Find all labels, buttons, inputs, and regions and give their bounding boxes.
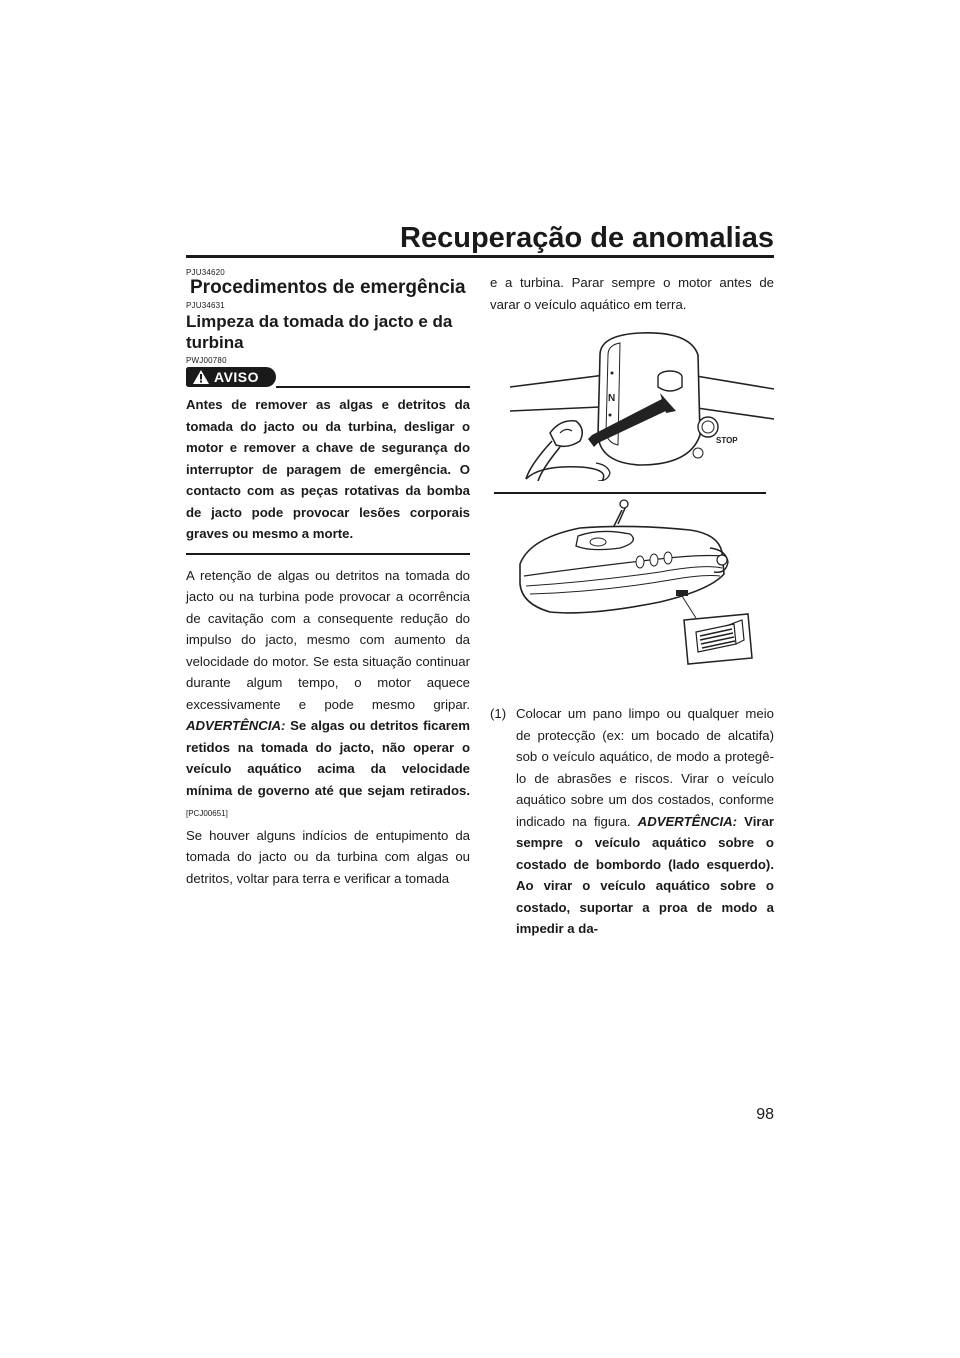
figure-safety-lanyard: [490, 315, 774, 671]
page-number: 98: [756, 1106, 774, 1123]
warning-text: Antes de remover as algas e detritos da tomada do jacto ou da turbina, desligar o motor e remover a chave de segurança do interruptor de paragem de emergência. O contacto com as peças rotativas da bomba de jacto pode provocar lesões corporais graves ou mesmo a morte.: [186, 394, 470, 555]
warning-code: PWJ00780: [186, 356, 227, 365]
section-title: Procedimentos de emergência: [190, 277, 466, 298]
paragraph-1: A retenção de algas ou detritos na tomada do jacto ou na turbina pode provocar a ocorrência de cavitação com a consequente redução do impulso do jacto, mesmo com aumento da velocidade do motor. Se esta situação continuar durante algum tempo, o motor aquece excessivamente e pode mesmo gripar.: [186, 567, 470, 712]
handlebar-lanyard-illustration: [490, 315, 774, 481]
step-1-instructions: Colocar um pano limpo ou qualquer meio de protecção (ex: um bocado de alcatifa) sob o veículo aquático, de modo a protegê-lo de abrasões e riscos. Virar o veículo aquático sobre um dos costados, conforme indicado na figura.: [516, 706, 774, 829]
aviso-banner: [186, 367, 470, 391]
paragraph-2: Se houver alguns indícios de entupimento da tomada do jacto ou da turbina com algas ou detritos, voltar para terra e verificar a tomada: [186, 827, 470, 886]
subsection-title-line2: turbina: [186, 333, 244, 352]
advertencia-text: Se algas ou detritos ficarem retidos na tomada do jacto, não operar o veículo aquático acima da velocidade mínima de governo até que sejam retirados.: [186, 718, 470, 798]
paragraph: [186, 565, 470, 825]
right-column: [490, 268, 774, 940]
section-code: PJU34620: [186, 268, 225, 277]
warning-triangle-icon: [192, 369, 210, 385]
step-1-advertencia-text: Virar sempre o veículo aquático sobre o costado de bombordo (lado esquerdo). Ao virar o veículo aquático sobre o costado, suportar a proa de modo a impedir a da-: [516, 813, 774, 936]
advertencia-label: ADVERTÊNCIA:: [186, 718, 286, 733]
aviso-label: AVISO: [214, 369, 260, 385]
page-header-title: Recuperação de anomalias: [400, 222, 774, 254]
aviso-badge: [186, 367, 276, 387]
subsection-title-line1: Limpeza da tomada do jacto e da: [186, 312, 453, 331]
step-1-text: [516, 703, 774, 940]
advertencia-ref: [PCJ00651]: [186, 809, 228, 818]
aviso-rule: [276, 386, 470, 388]
header-rule: [186, 255, 774, 258]
step-1-number: (1): [490, 706, 507, 721]
body-text: [186, 565, 470, 890]
step-1-advertencia-label: ADVERTÊNCIA:: [637, 813, 738, 829]
watercraft-intake-illustration: [490, 494, 774, 666]
figure-stop-label: STOP: [716, 436, 738, 445]
subsection-code: PJU34631: [186, 301, 225, 310]
step-1: [490, 703, 774, 940]
subsection-title: [186, 311, 470, 353]
figure-n-label: N: [608, 393, 616, 404]
left-column: [186, 268, 470, 889]
continued-text: e a turbina. Parar sempre o motor antes de varar o veículo aquático em terra.: [490, 275, 774, 312]
